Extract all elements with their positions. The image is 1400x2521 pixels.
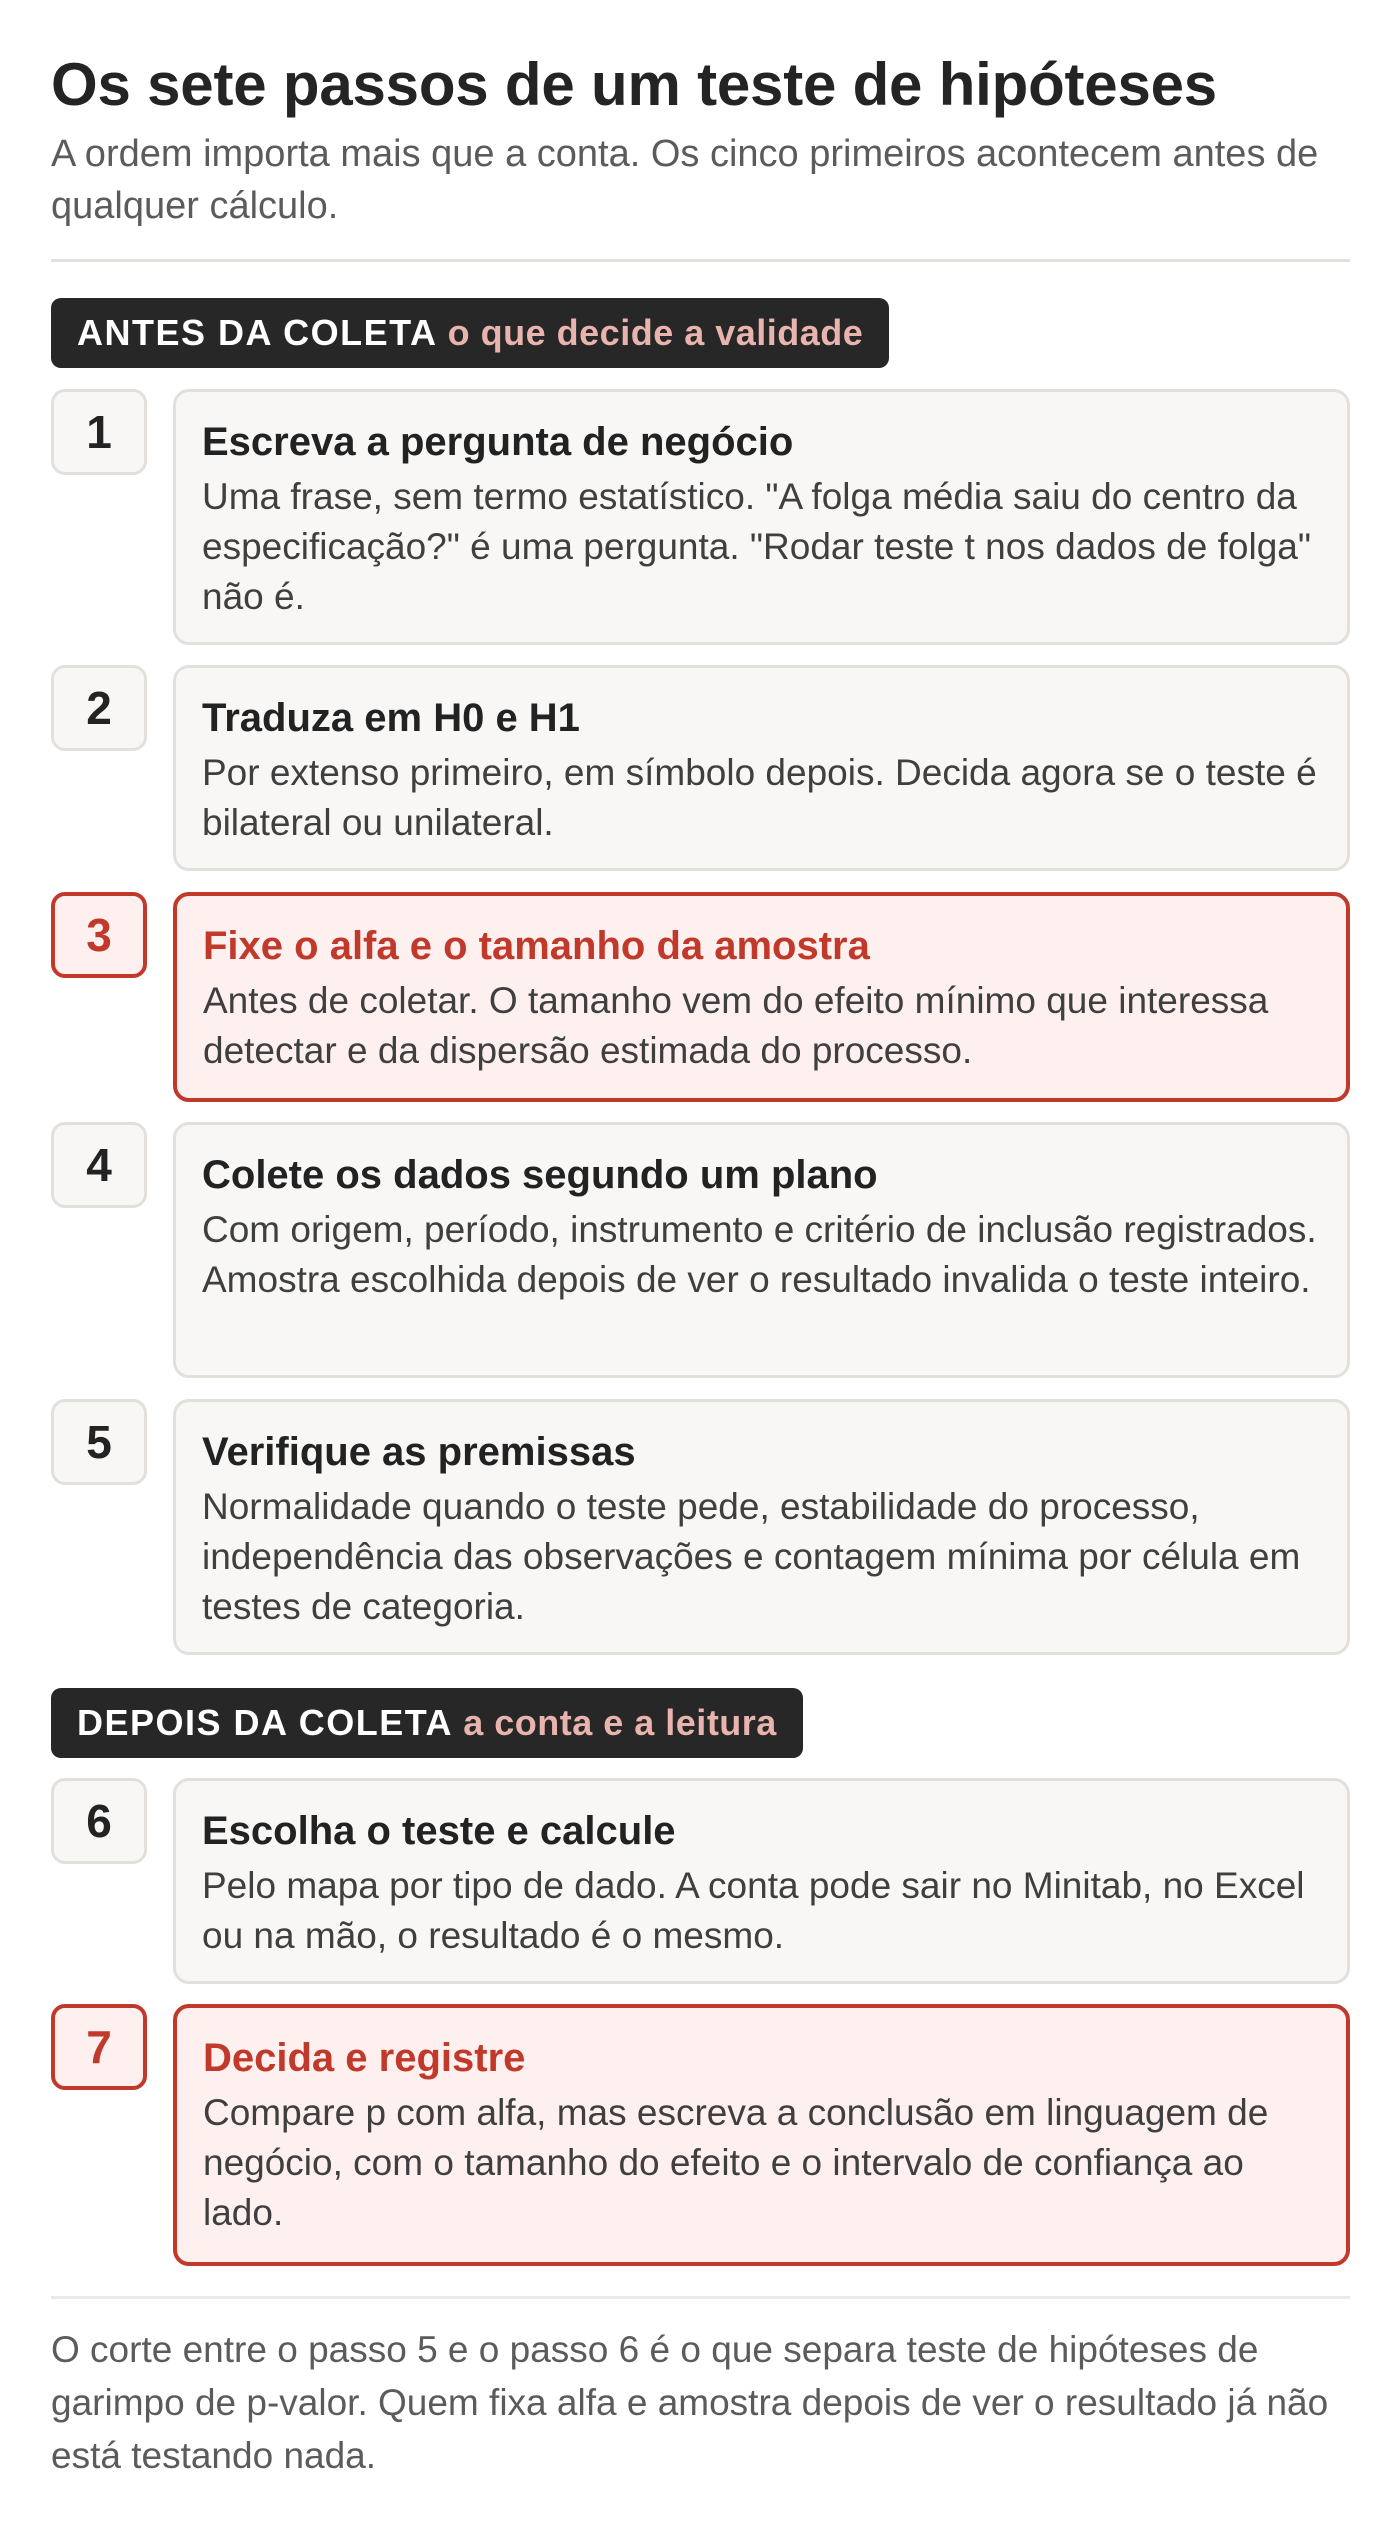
step-card xyxy=(173,1122,1350,1378)
step-title: Escreva a pergunta de negócio xyxy=(202,420,794,464)
step-body: Uma frase, sem termo estatístico. "A folga média saiu do centro da especificação?" é uma pergunta. "Rodar teste t nos dados de folga" não é. xyxy=(202,476,1311,617)
section-label-accent: o que decide a validade xyxy=(447,312,864,353)
step-card xyxy=(173,1778,1350,1984)
step-body: Normalidade quando o teste pede, estabilidade do processo, independência das observações e contagem mínima por célula em testes de categoria. xyxy=(202,1486,1301,1627)
step-title: Colete os dados segundo um plano xyxy=(202,1153,878,1197)
section-label-text: ANTES DA COLETA xyxy=(77,312,437,353)
step-body: Por extenso primeiro, em símbolo depois. Decida agora se o teste é bilateral ou unilateral. xyxy=(202,752,1317,843)
step-number-badge: 7 xyxy=(51,2004,147,2090)
step-body: Pelo mapa por tipo de dado. A conta pode sair no Minitab, no Excel ou na mão, o resultado é o mesmo. xyxy=(202,1865,1305,1956)
step-number-badge: 6 xyxy=(51,1778,147,1864)
step-card xyxy=(173,892,1350,1102)
header-divider xyxy=(51,259,1350,262)
step-body: Com origem, período, instrumento e critério de inclusão registrados. Amostra escolhida depois de ver o resultado invalida o teste inteiro. xyxy=(202,1209,1317,1300)
step-title: Fixe o alfa e o tamanho da amostra xyxy=(203,924,870,968)
section-label-after-collection xyxy=(51,1688,803,1758)
step-card xyxy=(173,2004,1350,2266)
step-card xyxy=(173,389,1350,645)
footer-divider xyxy=(51,2296,1350,2299)
section-label-accent: a conta e a leitura xyxy=(463,1702,777,1743)
page-title: Os sete passos de um teste de hipóteses xyxy=(51,51,1217,118)
step-card xyxy=(173,1399,1350,1655)
footer-note: O corte entre o passo 5 e o passo 6 é o que separa teste de hipóteses de garimpo de p-valor. Quem fixa alfa e amostra depois de ver o resultado já não está testando nada. xyxy=(51,2329,1329,2476)
step-number-badge: 4 xyxy=(51,1122,147,1208)
step-number-badge: 5 xyxy=(51,1399,147,1485)
page-subtitle: A ordem importa mais que a conta. Os cinco primeiros acontecem antes de qualquer cálculo. xyxy=(51,133,1319,227)
section-label-text: DEPOIS DA COLETA xyxy=(77,1702,452,1743)
step-card xyxy=(173,665,1350,871)
step-body: Compare p com alfa, mas escreva a conclusão em linguagem de negócio, com o tamanho do efeito e o intervalo de confiança ao lado. xyxy=(203,2092,1269,2233)
step-number-badge: 1 xyxy=(51,389,147,475)
step-title: Escolha o teste e calcule xyxy=(202,1809,676,1853)
step-number-badge: 2 xyxy=(51,665,147,751)
step-title: Verifique as premissas xyxy=(202,1430,636,1474)
step-title: Decida e registre xyxy=(203,2036,526,2080)
page xyxy=(51,50,1350,262)
section-label-before-collection xyxy=(51,298,889,368)
step-number-badge: 3 xyxy=(51,892,147,978)
step-title: Traduza em H0 e H1 xyxy=(202,696,580,740)
step-body: Antes de coletar. O tamanho vem do efeito mínimo que interessa detectar e da dispersão estimada do processo. xyxy=(203,980,1269,1071)
